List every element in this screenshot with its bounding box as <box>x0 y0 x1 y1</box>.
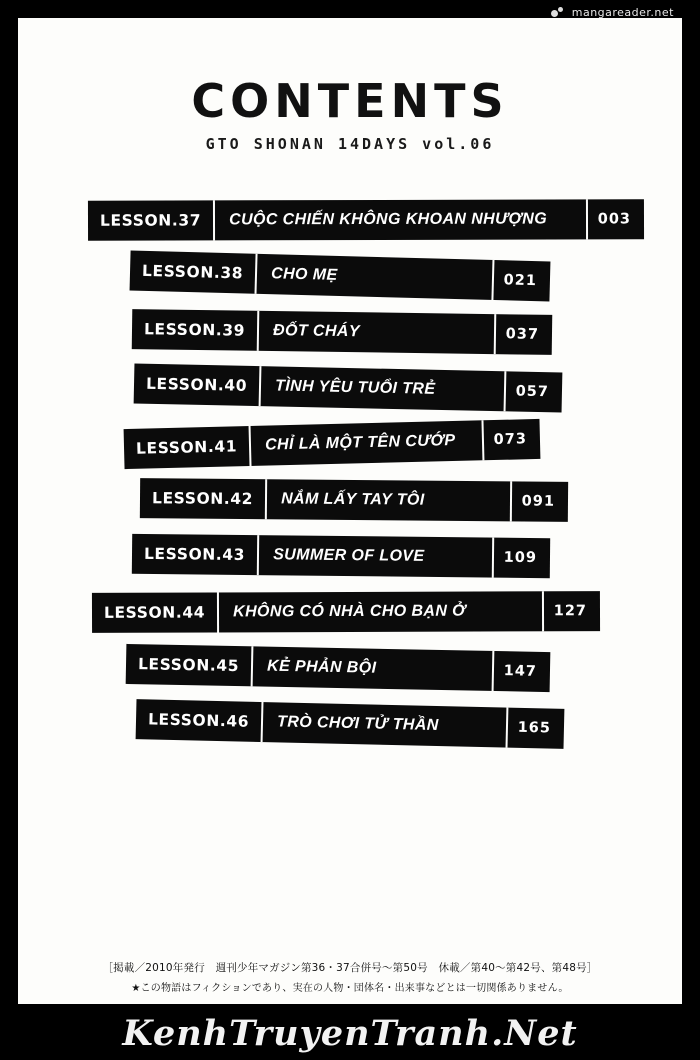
lesson-label: LESSON.46 <box>147 710 250 731</box>
chapter-title: KHÔNG CÓ NHÀ CHO BẠN Ở <box>233 602 467 621</box>
toc-row <box>0 200 700 256</box>
publication-note <box>0 960 700 994</box>
page-title: CONTENTS <box>191 74 509 128</box>
lesson-label: LESSON.40 <box>145 374 248 395</box>
divider <box>492 538 494 578</box>
page-number: 109 <box>503 549 538 567</box>
toc-entry-45[interactable] <box>126 644 551 692</box>
publication-line-2: ★この物語はフィクションであり、実在の人物・団体名・出来事などとは一切関係ありません。 <box>131 983 569 994</box>
page-number: 147 <box>503 663 538 680</box>
lesson-label: LESSON.43 <box>143 544 246 564</box>
page-number: 037 <box>505 326 540 343</box>
page-number: 057 <box>515 383 550 401</box>
page-number: 003 <box>597 211 632 228</box>
divider <box>493 314 496 354</box>
chapter-title: CUỘC CHIẾN KHÔNG KHOAN NHƯỢNG <box>229 210 548 229</box>
page-number: 127 <box>553 603 588 620</box>
toc-entry-42[interactable] <box>140 478 568 522</box>
divider <box>503 371 506 411</box>
publication-line-1: ［掲載／2010年発行 週刊少年マガジン第36・37合併号〜第50号 休載／第40〜第42号、第48号］ <box>102 962 598 974</box>
page-number: 165 <box>517 719 552 737</box>
toc-row <box>0 256 700 312</box>
divider <box>491 260 494 300</box>
lesson-label: LESSON.45 <box>137 655 240 676</box>
watermark-top-label: mangareader.net <box>571 6 674 19</box>
divider <box>491 651 494 691</box>
page-number: 091 <box>521 493 556 510</box>
toc-row <box>0 480 700 536</box>
chapter-title: KẺ PHẢN BỘI <box>266 657 377 677</box>
toc-row <box>0 424 700 480</box>
chapter-title: CHỈ LÀ MỘT TÊN CƯỚP <box>264 431 456 454</box>
toc-row <box>0 648 700 704</box>
chapter-title: NẮM LẤY TAY TÔI <box>281 490 425 509</box>
toc-row <box>0 536 700 592</box>
divider <box>481 420 484 460</box>
toc-row <box>0 312 700 368</box>
ink-blob-icon <box>551 7 567 18</box>
divider <box>505 708 508 748</box>
toc-entry-44[interactable] <box>92 591 600 633</box>
chapter-title: SUMMER OF LOVE <box>273 546 425 565</box>
toc-entry-40[interactable] <box>134 364 563 413</box>
chapter-title: ĐỐT CHÁY <box>273 322 360 341</box>
toc-row <box>0 592 700 648</box>
page-subtitle: GTO SHONAN 14DAYS vol.06 <box>205 135 495 153</box>
lesson-label: LESSON.41 <box>135 437 238 458</box>
toc-entry-41[interactable] <box>124 419 541 469</box>
lesson-label: LESSON.42 <box>151 489 254 509</box>
toc-entry-37[interactable] <box>88 199 644 240</box>
divider <box>510 481 512 521</box>
divider <box>586 199 588 239</box>
site-watermark-top <box>551 6 674 19</box>
divider <box>542 591 544 631</box>
title-block <box>0 74 700 153</box>
toc-entry-43[interactable] <box>132 534 550 578</box>
lesson-label: LESSON.39 <box>143 320 246 340</box>
toc-row <box>0 368 700 424</box>
page-number: 021 <box>503 272 538 290</box>
chapter-title: TÌNH YÊU TUỔI TRẺ <box>274 377 436 398</box>
site-watermark-bottom: KenhTruyenTranh.Net <box>122 1013 578 1054</box>
toc-row <box>0 704 700 760</box>
toc-entry-46[interactable] <box>136 699 565 749</box>
lesson-label: LESSON.38 <box>141 261 244 283</box>
lesson-label: LESSON.44 <box>103 603 206 622</box>
chapter-title: CHO MẸ <box>270 265 338 284</box>
lesson-label: LESSON.37 <box>99 211 202 230</box>
chapter-title: TRÒ CHƠI TỬ THẦN <box>276 713 439 735</box>
table-of-contents <box>0 200 700 760</box>
toc-entry-38[interactable] <box>130 251 551 302</box>
page-number: 073 <box>493 431 528 449</box>
toc-entry-39[interactable] <box>132 309 553 355</box>
